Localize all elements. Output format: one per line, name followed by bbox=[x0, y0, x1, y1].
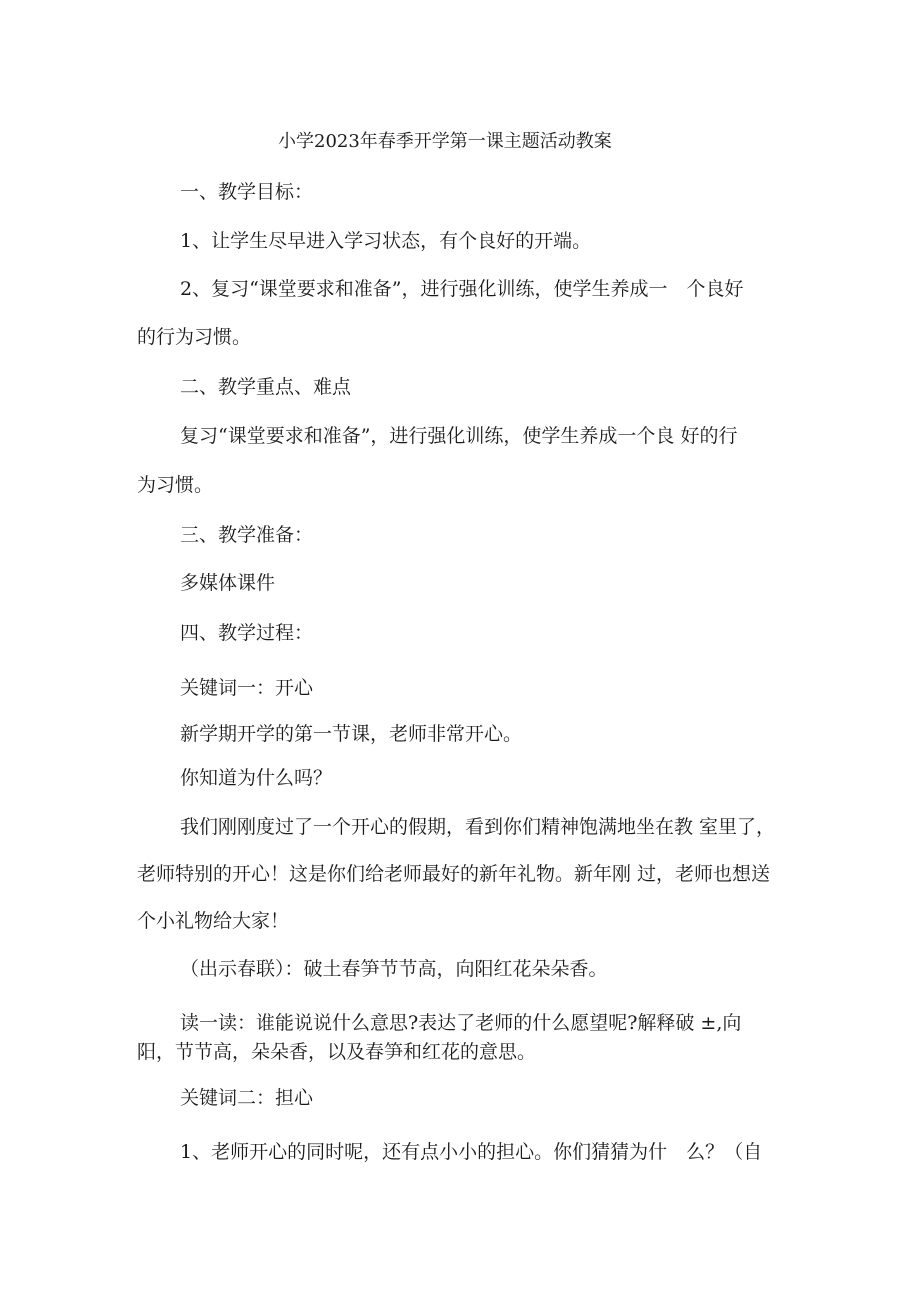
paragraph-line: 老师特别的开心！这是你们给老师最好的新年礼物。新年刚 过，老师也想送 bbox=[137, 863, 771, 885]
paragraph-line: 1、老师开心的同时呢，还有点小小的担心。你们猜猜为什 么？（自 bbox=[180, 1141, 763, 1163]
paragraph-line: 2、复习“课堂要求和准备”，进行强化训练，使学生养成一 个良好 bbox=[180, 278, 744, 300]
paragraph-line: 阳，节节高，朵朵香，以及春笋和红花的意思。 bbox=[137, 1041, 537, 1063]
section-heading-preparation: 三、教学准备： bbox=[180, 524, 314, 546]
section-heading-process: 四、教学过程： bbox=[180, 622, 314, 644]
paragraph-line: 我们刚刚度过了一个开心的假期，看到你们精神饱满地坐在教 室里了， bbox=[180, 816, 776, 838]
paragraph-line: 读一读：谁能说说什么意思?表达了老师的什么愿望呢?解释破 ±,向 bbox=[180, 1012, 742, 1034]
paragraph-line: 新学期开学的第一节课，老师非常开心。 bbox=[180, 723, 523, 745]
paragraph-line: 1、让学生尽早进入学习状态，有个良好的开端。 bbox=[180, 230, 592, 252]
keyword-heading: 关键词一：开心 bbox=[180, 677, 314, 699]
paragraph-line: 多媒体课件 bbox=[180, 572, 276, 594]
section-heading-key-points: 二、教学重点、难点 bbox=[180, 376, 352, 398]
paragraph-line: 你知道为什么吗？ bbox=[180, 767, 333, 789]
paragraph-line: 个小礼物给大家！ bbox=[137, 910, 290, 932]
paragraph-line: （出示春联）：破土春笋节节高，向阳红花朵朵香。 bbox=[180, 958, 608, 980]
section-heading-objectives: 一、教学目标： bbox=[180, 181, 314, 203]
keyword-heading: 关键词二：担心 bbox=[180, 1087, 314, 1109]
paragraph-line: 为习惯。 bbox=[137, 474, 214, 496]
document-title: 小学2023年春季开学第一课主题活动教案 bbox=[278, 131, 612, 152]
paragraph-line: 的行为习惯。 bbox=[137, 326, 252, 348]
paragraph-line: 复习“课堂要求和准备”，进行强化训练，使学生养成一个良 好的行 bbox=[180, 425, 738, 447]
